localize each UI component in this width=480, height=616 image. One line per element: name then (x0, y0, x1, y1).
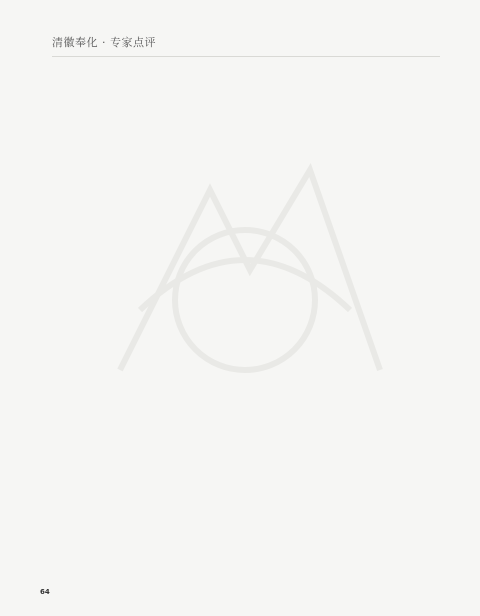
watermark-graphic (80, 150, 410, 410)
page-header (0, 0, 480, 60)
header-title: 清徽奉化 · 专家点评 (52, 36, 156, 49)
header-divider (52, 56, 440, 57)
page-footer (40, 588, 54, 596)
page-number: 64 (40, 588, 50, 596)
